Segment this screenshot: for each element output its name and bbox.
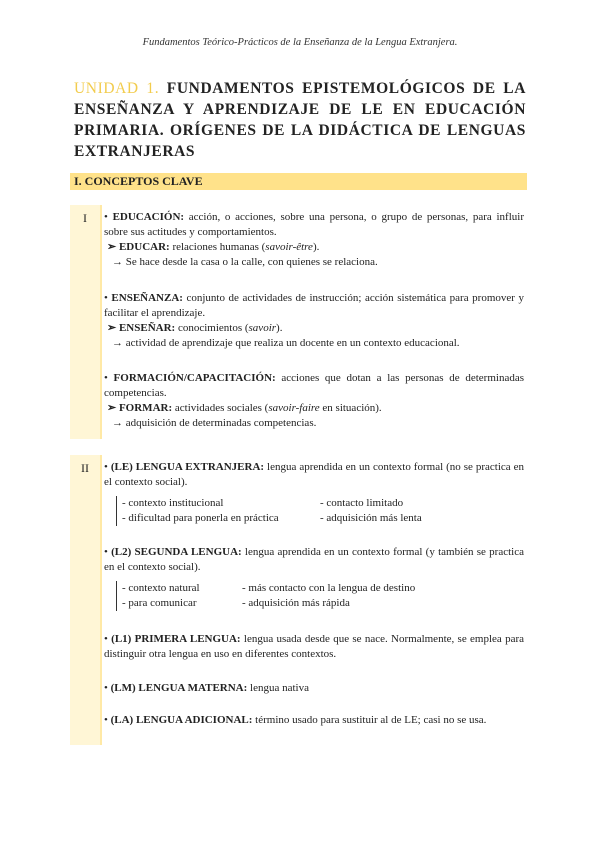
sub-text: conocimientos ( bbox=[175, 322, 249, 334]
sub-term: ➢ FORMAR: bbox=[107, 402, 173, 414]
concept-formacion bbox=[104, 371, 524, 431]
divider-line bbox=[100, 205, 102, 439]
list-column-left bbox=[122, 581, 242, 611]
term: (LM) LENGUA MATERNA: bbox=[110, 682, 248, 694]
list-column-right bbox=[320, 496, 422, 526]
list-item: - contexto institucional bbox=[122, 497, 224, 509]
list-item: - dificultad para ponerla en práctica bbox=[122, 512, 279, 524]
sub-text-end: en situación). bbox=[319, 402, 382, 414]
term: (L1) PRIMERA LENGUA: bbox=[111, 633, 241, 645]
term: (L2) SEGUNDA LENGUA: bbox=[111, 546, 242, 558]
running-header: Fundamentos Teórico-Prácticos de la Enseñanza de la Lengua Extranjera. bbox=[142, 37, 458, 48]
definition: • ENSEÑANZA: conjunto de actividades de instrucción; acción sistemática para promover y facilitar el aprendizaje. bbox=[104, 292, 524, 319]
sub-term: ➢ ENSEÑAR: bbox=[107, 322, 176, 334]
sub-italic: savoir bbox=[248, 322, 277, 334]
list-item: - contacto limitado bbox=[320, 497, 404, 509]
concept-la: • (LA) LENGUA ADICIONAL: término usado para sustituir al de LE; casi no se usa. bbox=[104, 714, 487, 726]
concept-l1: • (L1) PRIMERA LENGUA: lengua usada desde que se nace. Normalmente, se emplea para distinguir otra lengua en uso en diferentes contextos. bbox=[104, 633, 524, 660]
definition-text: lengua usada desde que se nace. Normalmente, se emplea para distinguir otra lengua en uso en diferentes contextos. bbox=[104, 633, 524, 660]
term: (LE) LENGUA EXTRANJERA: bbox=[110, 461, 265, 473]
list-column-right bbox=[242, 581, 415, 611]
sub-concept bbox=[104, 401, 524, 416]
divider-line bbox=[100, 455, 102, 745]
sub-italic: savoir-faire bbox=[268, 402, 320, 414]
sub-text: actividades sociales ( bbox=[172, 402, 269, 414]
concept-ensenanza bbox=[104, 291, 524, 351]
definition-text: término usado para sustituir al de LE; casi no se usa. bbox=[252, 714, 487, 726]
term: FORMACIÓN/CAPACITACIÓN: bbox=[113, 372, 276, 384]
roman-box-1 bbox=[70, 205, 100, 439]
page-title bbox=[74, 78, 526, 162]
definition: • EDUCACIÓN: acción, o acciones, sobre una persona, o grupo de personas, para influir sobre sus actitudes y comportamientos. bbox=[104, 211, 524, 238]
list-item: - contexto natural bbox=[122, 582, 200, 594]
sub-term: ➢ EDUCAR: bbox=[107, 241, 170, 253]
sub-concept bbox=[104, 321, 524, 336]
arrow-note: → Se hace desde la casa o la calle, con quienes se relaciona. bbox=[112, 256, 378, 268]
concept-educacion bbox=[104, 210, 524, 270]
l2-features-list bbox=[116, 581, 442, 611]
definition-text: acción, o acciones, sobre una persona, o grupo de personas, para influir sobre sus actitudes y comportamientos. bbox=[104, 211, 524, 238]
roman-numeral: I bbox=[83, 211, 87, 225]
definition-text: acciones que dotan a las personas de determinadas competencias. bbox=[104, 372, 524, 399]
unit-title: FUNDAMENTOS EPISTEMOLÓGICOS DE LA ENSEÑANZA Y APRENDIZAJE DE LE EN EDUCACIÓN PRIMARIA. ORÍGENES DE LA DIDÁCTICA DE LENGUAS EXTRANJERAS bbox=[74, 80, 526, 160]
sub-concept bbox=[104, 240, 524, 255]
definition-text: lengua aprendida en un contexto formal (y también se practica en el contexto social). bbox=[104, 546, 524, 573]
arrow-note: → adquisición de determinadas competencias. bbox=[112, 417, 317, 429]
section-heading bbox=[70, 173, 527, 190]
unit-label: UNIDAD 1. bbox=[74, 80, 160, 97]
list-item: - para comunicar bbox=[122, 597, 197, 609]
term: EDUCACIÓN: bbox=[112, 211, 185, 223]
roman-numeral: II bbox=[81, 461, 89, 475]
concept-l2: • (L2) SEGUNDA LENGUA: lengua aprendida en un contexto formal (y también se practica en el contexto social). bbox=[104, 546, 524, 573]
definition-text: lengua aprendida en un contexto formal (no se practica en el contexto social). bbox=[104, 461, 525, 488]
sub-text: relaciones humanas ( bbox=[169, 241, 266, 253]
le-features-list bbox=[116, 496, 422, 526]
definition: • FORMACIÓN/CAPACITACIÓN: acciones que dotan a las personas de determinadas competencias. bbox=[104, 372, 524, 399]
definition-text: lengua nativa bbox=[247, 682, 309, 694]
list-item: - más contacto con la lengua de destino bbox=[242, 582, 416, 594]
roman-box-2 bbox=[70, 455, 100, 745]
list-item: - adquisición más lenta bbox=[320, 512, 422, 524]
arrow-note: → actividad de aprendizaje que realiza un docente en un contexto educacional. bbox=[112, 337, 460, 349]
term: (LA) LENGUA ADICIONAL: bbox=[110, 714, 253, 726]
sub-text-end: ). bbox=[276, 322, 283, 334]
definition-text: conjunto de actividades de instrucción; acción sistemática para promover y facilitar el aprendizaje. bbox=[104, 292, 524, 319]
list-item: - adquisición más rápida bbox=[242, 597, 350, 609]
term: ENSEÑANZA: bbox=[111, 292, 183, 304]
list-column-left bbox=[122, 496, 320, 526]
sub-text-end: ). bbox=[312, 241, 320, 253]
section-label: I. CONCEPTOS CLAVE bbox=[74, 174, 203, 188]
concept-le: • (LE) LENGUA EXTRANJERA: lengua aprendida en un contexto formal (no se practica en el contexto social). bbox=[104, 461, 525, 488]
concept-lm: • (LM) LENGUA MATERNA: lengua nativa bbox=[104, 682, 309, 694]
sub-italic: savoir-être bbox=[265, 241, 313, 253]
